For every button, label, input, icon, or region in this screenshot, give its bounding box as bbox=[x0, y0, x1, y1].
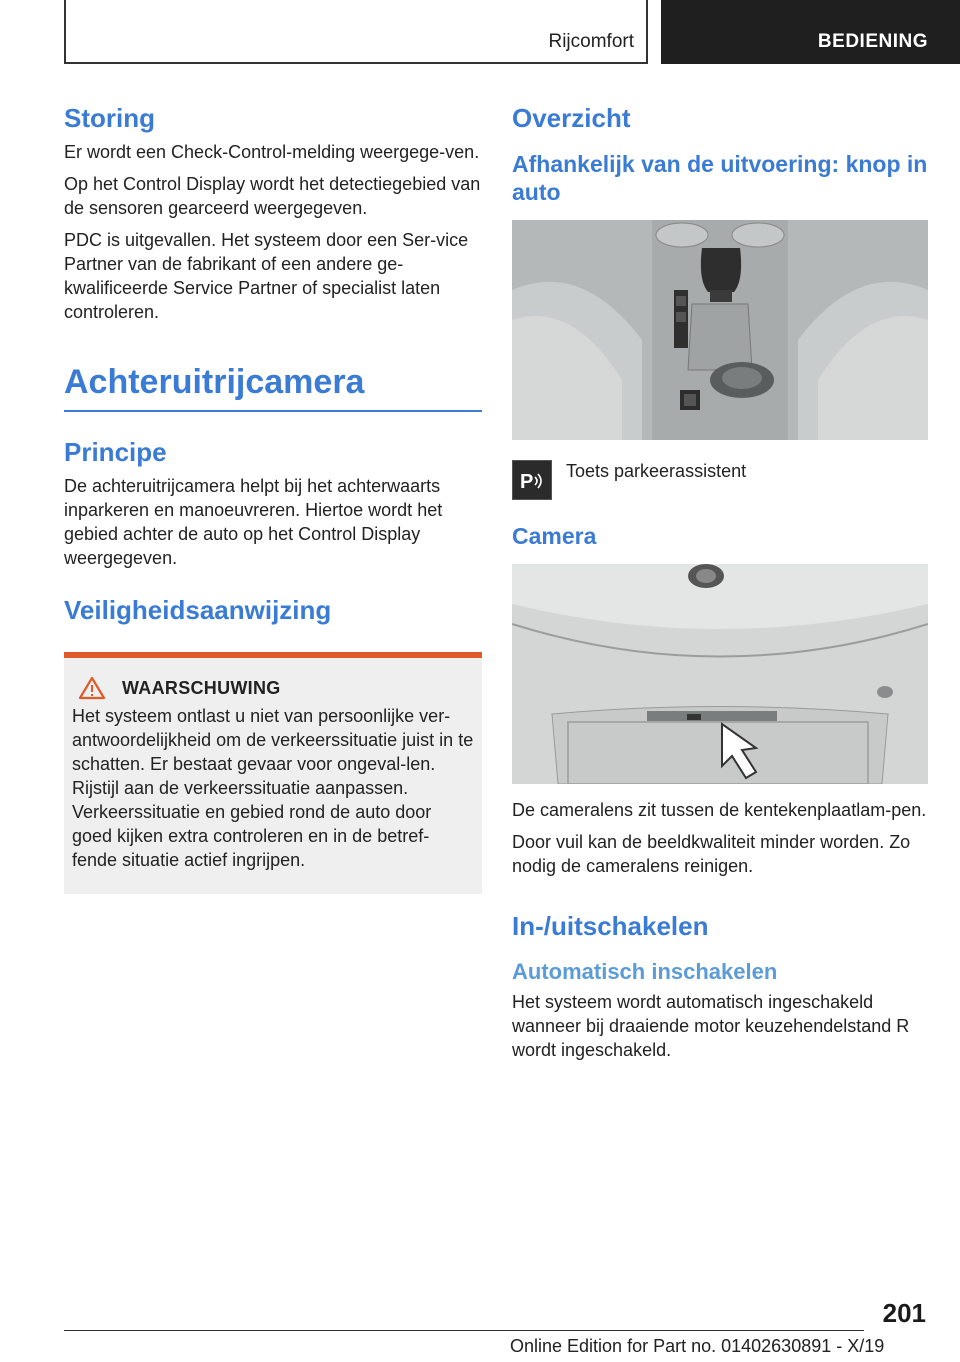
camera-paragraph-2: Door vuil kan de beeldkwaliteit minder worden. Zo nodig de cameralens reinigen. bbox=[512, 832, 911, 876]
right-column bbox=[512, 100, 928, 1070]
center-console-image bbox=[512, 220, 928, 440]
footer-divider bbox=[64, 1330, 864, 1331]
camera-image bbox=[512, 564, 928, 784]
left-column bbox=[64, 100, 482, 894]
toets-row bbox=[512, 460, 928, 500]
header-section-box bbox=[64, 0, 648, 64]
warning-triangle-icon bbox=[78, 676, 106, 700]
chapter-title: BEDIENING bbox=[817, 31, 928, 52]
warning-title: WAARSCHUWING bbox=[122, 677, 281, 698]
storing-heading: Storing bbox=[64, 103, 155, 133]
storing-paragraph-2: Op het Control Display wordt het detectiegebied van de sensoren gearceerd weergegeven. bbox=[64, 174, 481, 218]
warning-text: Het systeem ontlast u niet van persoonlijke ver-antwoordelijkheid om de verkeerssituatie juist in te schatten. Er bestaat gevaar voor ongeval-len. Rijstijl aan de verkeerssituatie aanpassen. Verkeerssituatie en gebied rond de auto door goed kijken extra controleren en in de betref-fende situatie actief ingrijpen. bbox=[72, 706, 474, 870]
storing-paragraph-3: PDC is uitgevallen. Het systeem door een Ser-vice Partner van de fabrikant of een andere ge-kwalificeerde Service Partner of specialist laten controleren. bbox=[64, 230, 469, 322]
warning-box bbox=[64, 652, 482, 894]
page-number: 201 bbox=[882, 1298, 926, 1328]
storing-paragraph-1: Er wordt een Check-Control-melding weergege-ven. bbox=[64, 142, 480, 162]
principe-paragraph: De achteruitrijcamera helpt bij het achterwaarts inparkeren en manoeuvreren. Hiertoe wordt het gebied achter de auto op het Control Display weergegeven. bbox=[64, 476, 443, 568]
principe-heading: Principe bbox=[64, 437, 167, 467]
camera-heading: Camera bbox=[512, 523, 597, 549]
inuitschakelen-heading: In-/uitschakelen bbox=[512, 911, 709, 941]
automatisch-paragraph: Het systeem wordt automatisch ingeschakeld wanneer bij draaiende motor keuzehendelstand R wordt ingeschakeld. bbox=[512, 992, 910, 1060]
header-chapter-box bbox=[661, 0, 960, 64]
overzicht-heading: Overzicht bbox=[512, 103, 631, 133]
footer-edition: Online Edition for Part no. 01402630891 - X/19 bbox=[510, 1336, 885, 1356]
park-assist-button-icon bbox=[512, 460, 552, 500]
section-title: Rijcomfort bbox=[548, 31, 634, 52]
achteruitrijcamera-heading: Achteruitrijcamera bbox=[64, 362, 482, 412]
camera-paragraph-1: De cameralens zit tussen de kentekenplaatlam-pen. bbox=[512, 800, 927, 820]
automatisch-heading: Automatisch inschakelen bbox=[512, 959, 778, 984]
toets-label: Toets parkeerassistent bbox=[566, 461, 747, 481]
afhankelijk-heading: Afhankelijk van de uitvoering: knop in auto bbox=[512, 151, 928, 205]
veiligheid-heading: Veiligheidsaanwijzing bbox=[64, 595, 332, 625]
svg-text:P: P bbox=[520, 471, 534, 493]
